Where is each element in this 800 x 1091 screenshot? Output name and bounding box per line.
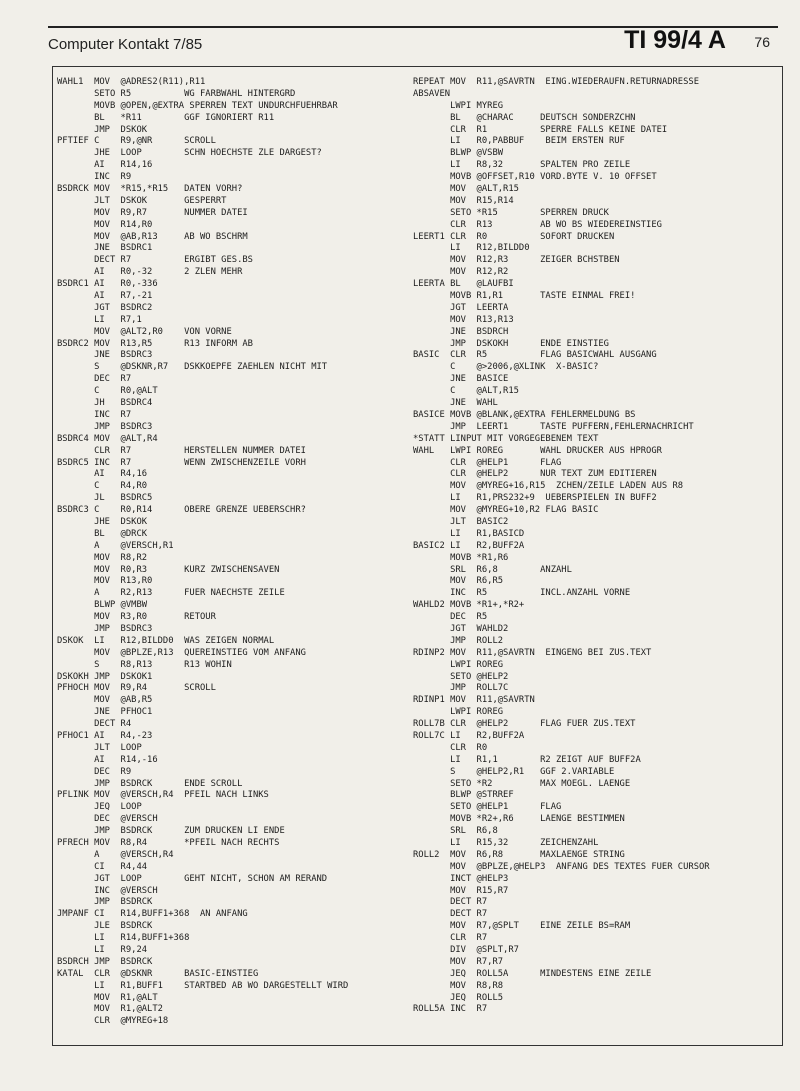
code-line: BSDRC5 INC R7 WENN ZWISCHENZEILE VORH xyxy=(57,457,306,468)
code-line: S @HELP2,R1 GGF 2.VARIABLE xyxy=(413,766,615,777)
code-line: BLWP @STRREF xyxy=(413,790,514,801)
code-line: MOV R7,R7 xyxy=(413,956,504,967)
code-line: AI R14,-16 xyxy=(57,754,158,765)
code-line: DEC R7 xyxy=(57,374,132,385)
code-line: MOV @BPLZE,@HELP3 ANFANG DES TEXTES FUER CURSOR xyxy=(413,861,710,872)
code-line: JMP LEERT1 TASTE PUFFERN,FEHLERNACHRICHT xyxy=(413,421,694,432)
section-title: TI 99/4 A xyxy=(624,26,726,54)
code-line: JLT BASIC2 xyxy=(413,516,509,527)
code-line: JMP DSKOK xyxy=(57,124,148,135)
code-line: BASIC2 LI R2,BUFF2A xyxy=(413,540,525,551)
code-line: INC R9 xyxy=(57,172,132,183)
code-line: JMP BSDRCK ENDE SCROLL xyxy=(57,778,243,789)
code-line: JNE WAHL xyxy=(413,398,498,409)
code-line: JMP BSDRCK ZUM DRUCKEN LI ENDE xyxy=(57,826,285,837)
code-line: RDINP1 MOV R11,@SAVRTN xyxy=(413,695,535,706)
code-line: BSDRC4 MOV @ALT,R4 xyxy=(57,433,158,444)
code-line: DIV @SPLT,R7 xyxy=(413,945,519,956)
code-line: BSDRCH JMP BSDRCK xyxy=(57,956,153,967)
code-line: MOV @AB,R5 xyxy=(57,695,153,706)
code-line: MOV R12,R2 xyxy=(413,267,509,278)
code-line: SETO @HELP1 FLAG xyxy=(413,802,562,813)
code-line: MOV R1,@ALT xyxy=(57,992,158,1003)
code-line: MOV R15,R14 xyxy=(413,195,514,206)
code-line: DEC R5 xyxy=(413,612,488,623)
code-line: C @>2006,@XLINK X-BASIC? xyxy=(413,362,599,373)
code-line: REPEAT MOV R11,@SAVRTN EING.WIEDERAUFN.RETURNADRESSE xyxy=(413,77,699,87)
code-line: MOV R8,R2 xyxy=(57,552,148,563)
code-line: JGT LEERTA xyxy=(413,302,509,313)
code-line: SETO *R15 SPERREN DRUCK xyxy=(413,207,609,218)
code-line: ABSAVEN xyxy=(413,88,451,99)
code-line: CLR R1 SPERRE FALLS KEINE DATEI xyxy=(413,124,668,135)
code-line: CLR R7 HERSTELLEN NUMMER DATEI xyxy=(57,445,306,456)
code-line: JNE BASICE xyxy=(413,374,509,385)
code-line: MOV R7,@SPLT EINE ZEILE BS=RAM xyxy=(413,921,631,932)
code-line: JMPANF CI R14,BUFF1+368 AN ANFANG xyxy=(57,909,248,920)
code-line: JH BSDRC4 xyxy=(57,398,153,409)
page-header xyxy=(48,0,778,62)
code-line: JMP BSDRCK xyxy=(57,897,153,908)
code-line: MOV @BPLZE,R13 QUEREINSTIEG VOM ANFANG xyxy=(57,647,306,658)
code-line: MOVB *R1,R6 xyxy=(413,552,509,563)
code-line: LEERT1 CLR R0 SOFORT DRUCKEN xyxy=(413,231,615,242)
code-line: LEERTA BL @LAUFBI xyxy=(413,279,514,290)
code-line: A @VERSCH,R1 xyxy=(57,540,174,551)
code-line: SRL R6,8 xyxy=(413,826,498,837)
code-line: MOV R15,R7 xyxy=(413,885,509,896)
code-line: DECT R7 xyxy=(413,909,488,920)
code-line: BL @DRCK xyxy=(57,528,148,539)
code-line: SETO R5 WG FARBWAHL HINTERGRD xyxy=(57,88,296,99)
code-line: LI R15,32 ZEICHENZAHL xyxy=(413,838,599,848)
listing-left-column xyxy=(57,77,417,1028)
code-line: MOVB @OFFSET,R10 VORD.BYTE V. 10 OFFSET xyxy=(413,172,657,183)
code-line: INC R7 xyxy=(57,409,132,420)
code-line: S R8,R13 R13 WOHIN xyxy=(57,659,232,670)
code-line: JMP ROLL2 xyxy=(413,635,504,646)
code-line: A @VERSCH,R4 xyxy=(57,849,174,860)
code-line: MOV R12,R3 ZEIGER BCHSTBEN xyxy=(413,255,620,266)
code-line: AI R14,16 xyxy=(57,160,153,171)
code-line: CI R4,44 xyxy=(57,861,148,872)
code-line: JEQ LOOP xyxy=(57,802,142,813)
code-line: LI R0,PABBUF BEIM ERSTEN RUF xyxy=(413,136,625,147)
code-line: DEC @VERSCH xyxy=(57,814,158,825)
code-line: JGT WAHLD2 xyxy=(413,623,509,634)
code-line: WAHLD2 MOVB *R1+,*R2+ xyxy=(413,600,525,611)
code-line: PFLINK MOV @VERSCH,R4 PFEIL NACH LINKS xyxy=(57,790,269,801)
code-line: MOV R8,R8 xyxy=(413,980,504,991)
code-line: MOV R13,R0 xyxy=(57,576,153,587)
code-line: DECT R7 xyxy=(413,897,488,908)
code-line: LI R7,1 xyxy=(57,314,142,325)
code-line: MOV R1,@ALT2 xyxy=(57,1004,163,1015)
code-line: JMP BSDRC3 xyxy=(57,623,153,634)
code-line: JLT LOOP xyxy=(57,742,142,753)
code-line: AI R0,-32 2 ZLEN MEHR xyxy=(57,267,243,278)
code-line: INC R5 INCL.ANZAHL VORNE xyxy=(413,588,631,599)
code-line: AI R7,-21 xyxy=(57,291,153,302)
code-line: JGT BSDRC2 xyxy=(57,302,153,313)
code-line: LI R1,PRS232+9 UEBERSPIELEN IN BUFF2 xyxy=(413,493,657,504)
code-line: CLR @HELP2 NUR TEXT ZUM EDITIEREN xyxy=(413,469,657,480)
magazine-title: Computer Kontakt 7/85 xyxy=(48,36,203,53)
code-line: BSDRCK MOV *R15,*R15 DATEN VORH? xyxy=(57,184,243,195)
code-line: BSDRC3 C R0,R14 OBERE GRENZE UEBERSCHR? xyxy=(57,505,306,516)
code-line: C @ALT,R15 xyxy=(413,386,519,397)
code-line: DSKOKH JMP DSKOK1 xyxy=(57,671,153,682)
code-line: JHE LOOP SCHN HOECHSTE ZLE DARGEST? xyxy=(57,148,322,159)
code-line: DECT R7 ERGIBT GES.BS xyxy=(57,255,253,266)
code-line: MOVB *R2+,R6 LAENGE BESTIMMEN xyxy=(413,814,625,825)
code-line: MOV R14,R0 xyxy=(57,219,153,230)
code-line: BASIC CLR R5 FLAG BASICWAHL AUSGANG xyxy=(413,350,657,361)
code-line: BASICE MOVB @BLANK,@EXTRA FEHLERMELDUNG BS xyxy=(413,409,636,420)
code-line: LI R8,32 SPALTEN PRO ZEILE xyxy=(413,160,631,171)
code-line: MOV R9,R7 NUMMER DATEI xyxy=(57,207,248,218)
page-number: 76 xyxy=(754,34,770,50)
code-line: C R0,@ALT xyxy=(57,386,158,397)
code-line: ROLL7C LI R2,BUFF2A xyxy=(413,730,525,741)
code-line: ROLL5A INC R7 xyxy=(413,1004,488,1015)
code-line: BLWP @VSBW xyxy=(413,148,504,159)
code-line: CLR @HELP1 FLAG xyxy=(413,457,562,468)
code-line: MOV @MYREG+16,R15 ZCHEN/ZEILE LADEN AUS R8 xyxy=(413,481,684,492)
code-line: RDINP2 MOV R11,@SAVRTN EINGENG BEI ZUS.TEXT xyxy=(413,647,652,658)
code-listing-box xyxy=(52,66,783,1046)
code-line: DECT R4 xyxy=(57,719,132,730)
code-line: MOV R13,R13 xyxy=(413,314,514,325)
code-line: MOV @ALT,R15 xyxy=(413,184,519,195)
code-line: DEC R9 xyxy=(57,766,132,777)
code-line: S @DSKNR,R7 DSKKOEPFE ZAEHLEN NICHT MIT xyxy=(57,362,328,373)
code-line: JHE DSKOK xyxy=(57,516,148,527)
code-line: JNE PFHOC1 xyxy=(57,707,153,718)
code-line: ROLL7B CLR @HELP2 FLAG FUER ZUS.TEXT xyxy=(413,719,636,730)
code-line: BLWP @VMBW xyxy=(57,600,148,611)
code-line: LWPI ROREG xyxy=(413,659,504,670)
code-line: JEQ ROLL5A MINDESTENS EINE ZEILE xyxy=(413,968,652,979)
code-line: JLT DSKOK GESPERRT xyxy=(57,195,227,206)
code-line: LI R1,BUFF1 STARTBED AB WO DARGESTELLT WIRD xyxy=(57,980,349,991)
code-line: JL BSDRC5 xyxy=(57,493,153,504)
code-line: MOV R3,R0 RETOUR xyxy=(57,612,216,623)
code-line: WAHL LWPI ROREG WAHL DRUCKER AUS HPROGR xyxy=(413,445,662,456)
code-line: MOV R6,R5 xyxy=(413,576,504,587)
code-line: JMP DSKOKH ENDE EINSTIEG xyxy=(413,338,609,349)
code-line: PFRECH MOV R8,R4 *PFEIL NACH RECHTS xyxy=(57,838,280,848)
code-line: JMP BSDRC3 xyxy=(57,421,153,432)
code-line: JMP ROLL7C xyxy=(413,683,509,694)
code-line: CLR R7 xyxy=(413,933,488,944)
code-line: PFHOC1 AI R4,-23 xyxy=(57,730,153,741)
code-line: LI R1,1 R2 ZEIGT AUF BUFF2A xyxy=(413,754,641,765)
code-line: SETO *R2 MAX MOEGL. LAENGE xyxy=(413,778,631,789)
code-line: LI R14,BUFF1+368 xyxy=(57,933,190,944)
code-line: SETO @HELP2 xyxy=(413,671,509,682)
code-line: JLE BSDRCK xyxy=(57,921,153,932)
code-line: JEQ ROLL5 xyxy=(413,992,504,1003)
code-line: KATAL CLR @DSKNR BASIC-EINSTIEG xyxy=(57,968,259,979)
code-line: BL *R11 GGF IGNORIERT R11 xyxy=(57,112,275,123)
code-line: LI R1,BASICD xyxy=(413,528,525,539)
code-line: JGT LOOP GEHT NICHT, SCHON AM RERAND xyxy=(57,873,328,884)
code-line: MOVB @OPEN,@EXTRA SPERREN TEXT UNDURCHFUEHRBAR xyxy=(57,100,338,111)
code-line: JNE BSDRC3 xyxy=(57,350,153,361)
code-line: JNE BSDRCH xyxy=(413,326,509,337)
code-line: INC @VERSCH xyxy=(57,885,158,896)
code-line: BSDRC1 AI R0,-336 xyxy=(57,279,158,290)
code-line: PFTIEF C R9,@NR SCROLL xyxy=(57,136,216,147)
code-line: CLR @MYREG+18 xyxy=(57,1016,169,1027)
code-line: A R2,R13 FUER NAECHSTE ZEILE xyxy=(57,588,285,599)
code-line: WAHL1 MOV @ADRES2(R11),R11 xyxy=(57,77,206,87)
code-line: MOVB R1,R1 TASTE EINMAL FREI! xyxy=(413,291,636,302)
code-line: MOV R0,R3 KURZ ZWISCHENSAVEN xyxy=(57,564,280,575)
code-line: CLR R13 AB WO BS WIEDEREINSTIEG xyxy=(413,219,662,230)
code-line: PFHOCH MOV R9,R4 SCROLL xyxy=(57,683,216,694)
code-line: SRL R6,8 ANZAHL xyxy=(413,564,572,575)
code-line: MOV @ALT2,R0 VON VORNE xyxy=(57,326,232,337)
code-line: C R4,R0 xyxy=(57,481,148,492)
code-line: MOV @MYREG+10,R2 FLAG BASIC xyxy=(413,505,599,516)
code-line: LWPI MYREG xyxy=(413,100,504,111)
code-line: LI R9,24 xyxy=(57,945,148,956)
code-line: LI R12,BILDD0 xyxy=(413,243,530,254)
code-line: AI R4,16 xyxy=(57,469,148,480)
code-line: CLR R0 xyxy=(413,742,488,753)
listing-right-column xyxy=(413,77,779,1016)
code-line: BL @CHARAC DEUTSCH SONDERZCHN xyxy=(413,112,636,123)
code-line: BSDRC2 MOV R13,R5 R13 INFORM AB xyxy=(57,338,253,349)
code-line: MOV @AB,R13 AB WO BSCHRM xyxy=(57,231,248,242)
code-line: LWPI ROREG xyxy=(413,707,504,718)
code-line: JNE BSDRC1 xyxy=(57,243,153,254)
code-line: DSKOK LI R12,BILDD0 WAS ZEIGEN NORMAL xyxy=(57,635,275,646)
code-line: *STATT LINPUT MIT VORGEGEBENEM TEXT xyxy=(413,433,599,444)
code-line: ROLL2 MOV R6,R8 MAXLAENGE STRING xyxy=(413,849,625,860)
code-line: INCT @HELP3 xyxy=(413,873,509,884)
